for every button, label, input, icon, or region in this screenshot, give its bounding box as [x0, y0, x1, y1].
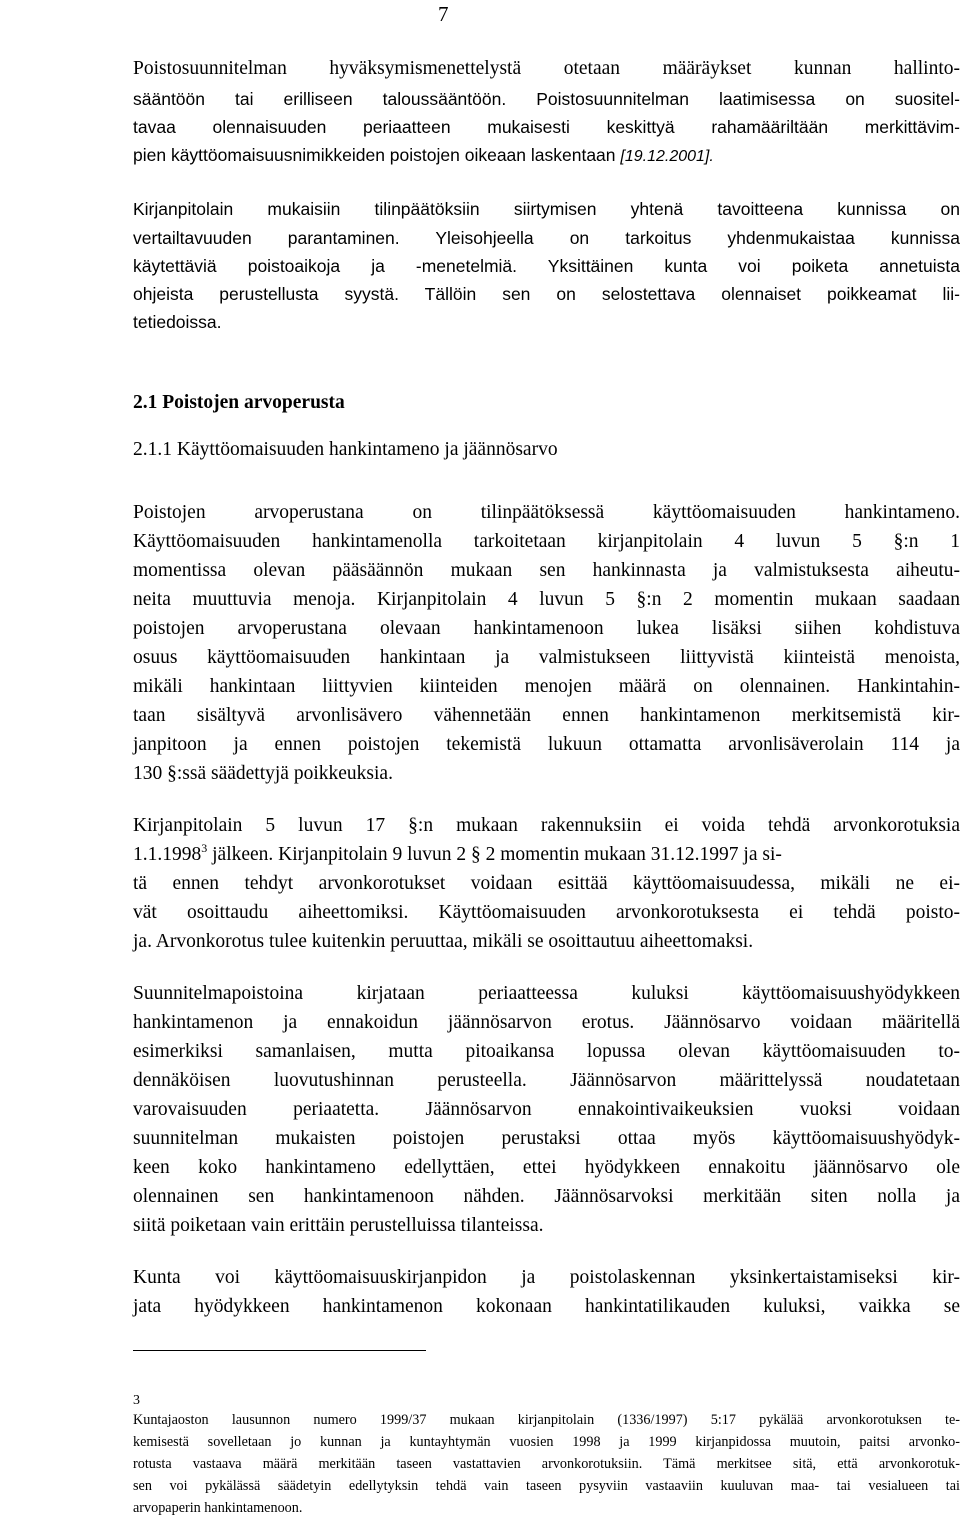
text-line: keen koko hankintameno edellyttäen, ettei hyödykkeen ennakoitu jäännösarvo ole	[133, 1157, 960, 1178]
text-line: taan sisältyvä arvonlisävero vähennetään ennen hankintamenon merkitsemistä kir-	[133, 705, 960, 726]
text-line: sääntöön tai erilliseen taloussääntöön. Poistosuunnitelman laatimisessa on suositel-	[133, 89, 960, 109]
footnote-line: rotusta vastaava määrä merkitään taseen vastattavien arvonkorotuksiin. Tämä merkitsee sitä, että arvonkorotuk-	[133, 1456, 960, 1472]
text-line: ohjeista perustellusta syystä. Tällöin sen on selostettava olennaiset poikkeamat lii-	[133, 284, 960, 304]
text-line: momentissa olevan pääsäännön mukaan sen hankinnasta ja valmistuksesta aiheutu-	[133, 560, 960, 581]
text-line: vät osoittaudu aiheettomiksi. Käyttöomaisuuden arvonkorotuksesta ei tehdä poisto-	[133, 902, 960, 923]
text-line: esimerkiksi samanlaisen, mutta pitoaikansa lopussa olevan käyttöomaisuuden to-	[133, 1041, 960, 1062]
text-span: pien käyttöomaisuusnimikkeiden poistojen oikeaan laskentaan	[133, 145, 616, 165]
text-line: neita muuttuvia menoja. Kirjanpitolain 4 luvun 5 §:n 2 momentin mukaan saadaan	[133, 589, 960, 610]
text-line: käytettäviä poistoaikoja ja -menetelmiä. Yksittäinen kunta voi poiketa annetuista	[133, 256, 960, 276]
text-line	[133, 841, 782, 866]
text-line: suunnitelman mukaisten poistojen perustaksi ottaa myös käyttöomaisuushyödyk-	[133, 1128, 960, 1149]
text-line: Kirjanpitolain 5 luvun 17 §:n mukaan rakennuksiin ei voida tehdä arvonkorotuksia	[133, 815, 960, 836]
text-line: tä ennen tehdyt arvonkorotukset voidaan esittää käyttöomaisuudessa, mikäli ne ei-	[133, 873, 960, 894]
text-line: mikäli hankintaan liittyvien kiinteiden menojen määrä on olennainen. Hankintahin-	[133, 676, 960, 697]
text-line: jata hyödykkeen hankintamenon kokonaan hankintatilikauden kuluksi, vaikka se	[133, 1296, 960, 1317]
text-line: hankintamenon ja ennakoidun jäännösarvon erotus. Jäännösarvo voidaan määritellä	[133, 1012, 960, 1033]
footnote-line: arvopaperin hankintamenoon.	[133, 1500, 303, 1516]
text-line: olennainen sen hankintamenoon nähden. Jäännösarvoksi merkitään siten nolla ja	[133, 1186, 960, 1207]
text-line: tavaa olennaisuuden periaatteen mukaisesti keskittyä rahamääriltään merkittävim-	[133, 117, 960, 137]
footnote-line: sen voi pykälässä säädetyin edellytyksin tehdä vain taseen pysyviin vastaaviin kuuluvan maa- tai vesialueen tai	[133, 1478, 960, 1494]
text-line: tetiedoissa.	[133, 312, 222, 332]
text-line: varovaisuuden periaatetta. Jäännösarvon ennakointivaikeuksien vuoksi voidaan	[133, 1099, 960, 1120]
text-line: Kunta voi käyttöomaisuuskirjanpidon ja poistolaskennan yksinkertaistamiseksi kir-	[133, 1267, 960, 1288]
footnote-separator	[133, 1350, 426, 1351]
text-line	[133, 145, 714, 166]
text-line: 130 §:ssä säädettyjä poikkeuksia.	[133, 763, 393, 784]
text-line: janpitoon ja ennen poistojen tekemistä lukuun ottamatta arvonlisäverolain 114 ja	[133, 734, 960, 755]
text-span: jälkeen. Kirjanpitolain 9 luvun 2 § 2 momentin mukaan 31.12.1997 ja si-	[207, 844, 782, 865]
text-line: Poistojen arvoperustana on tilinpäätöksessä käyttöomaisuuden hankintameno.	[133, 502, 960, 523]
text-line: Suunnitelmapoistoina kirjataan periaatteessa kuluksi käyttöomaisuushyödykkeen	[133, 983, 960, 1004]
footnote-line: kemisestä sovelletaan jo kunnan ja kuntayhtymän vuosien 1998 ja 1999 kirjanpidossa muutoin, paitsi arvonko-	[133, 1434, 960, 1450]
text-line: siitä poiketaan vain erittäin perustelluissa tilanteissa.	[133, 1215, 544, 1236]
text-line: vertailtavuuden parantaminen. Yleisohjeella on tarkoitus yhdenmukaistaa kunnissa	[133, 228, 960, 248]
text-line: Kirjanpitolain mukaisiin tilinpäätöksiin siirtymisen yhtenä tavoitteena kunnissa on	[133, 199, 960, 219]
text-line: Käyttöomaisuuden hankintamenolla tarkoitetaan kirjanpitolain 4 luvun 5 §:n 1	[133, 531, 960, 552]
page-number: 7	[438, 2, 449, 26]
text-line: Poistosuunnitelman hyväksymismenettelystä otetaan määräykset kunnan hallinto-	[133, 58, 960, 79]
subsection-heading: 2.1.1 Käyttöomaisuuden hankintameno ja jäännösarvo	[133, 439, 558, 460]
footnote-number: 3	[133, 1393, 140, 1408]
section-heading: 2.1 Poistojen arvoperusta	[133, 392, 345, 413]
text-line: osuus käyttöomaisuuden hankintaan ja valmistukseen liittyvistä kiinteistä menoista,	[133, 647, 960, 668]
text-span: 1.1.1998	[133, 844, 202, 865]
date-stamp: [19.12.2001].	[620, 148, 714, 165]
footnote-reference: 3	[201, 841, 208, 855]
text-line: ja. Arvonkorotus tulee kuitenkin peruuttaa, mikäli se osoittautuu aiheettomaksi.	[133, 931, 754, 952]
footnote-line: Kuntajaoston lausunnon numero 1999/37 mukaan kirjanpitolain (1336/1997) 5:17 pykälää arvonkorotuksen te-	[133, 1412, 960, 1428]
text-line: dennäköisen luovutushinnan perusteella. Jäännösarvon määrittelyssä noudatetaan	[133, 1070, 960, 1091]
text-line: poistojen arvoperustana olevaan hankintamenoon lukea lisäksi siihen kohdistuva	[133, 618, 960, 639]
